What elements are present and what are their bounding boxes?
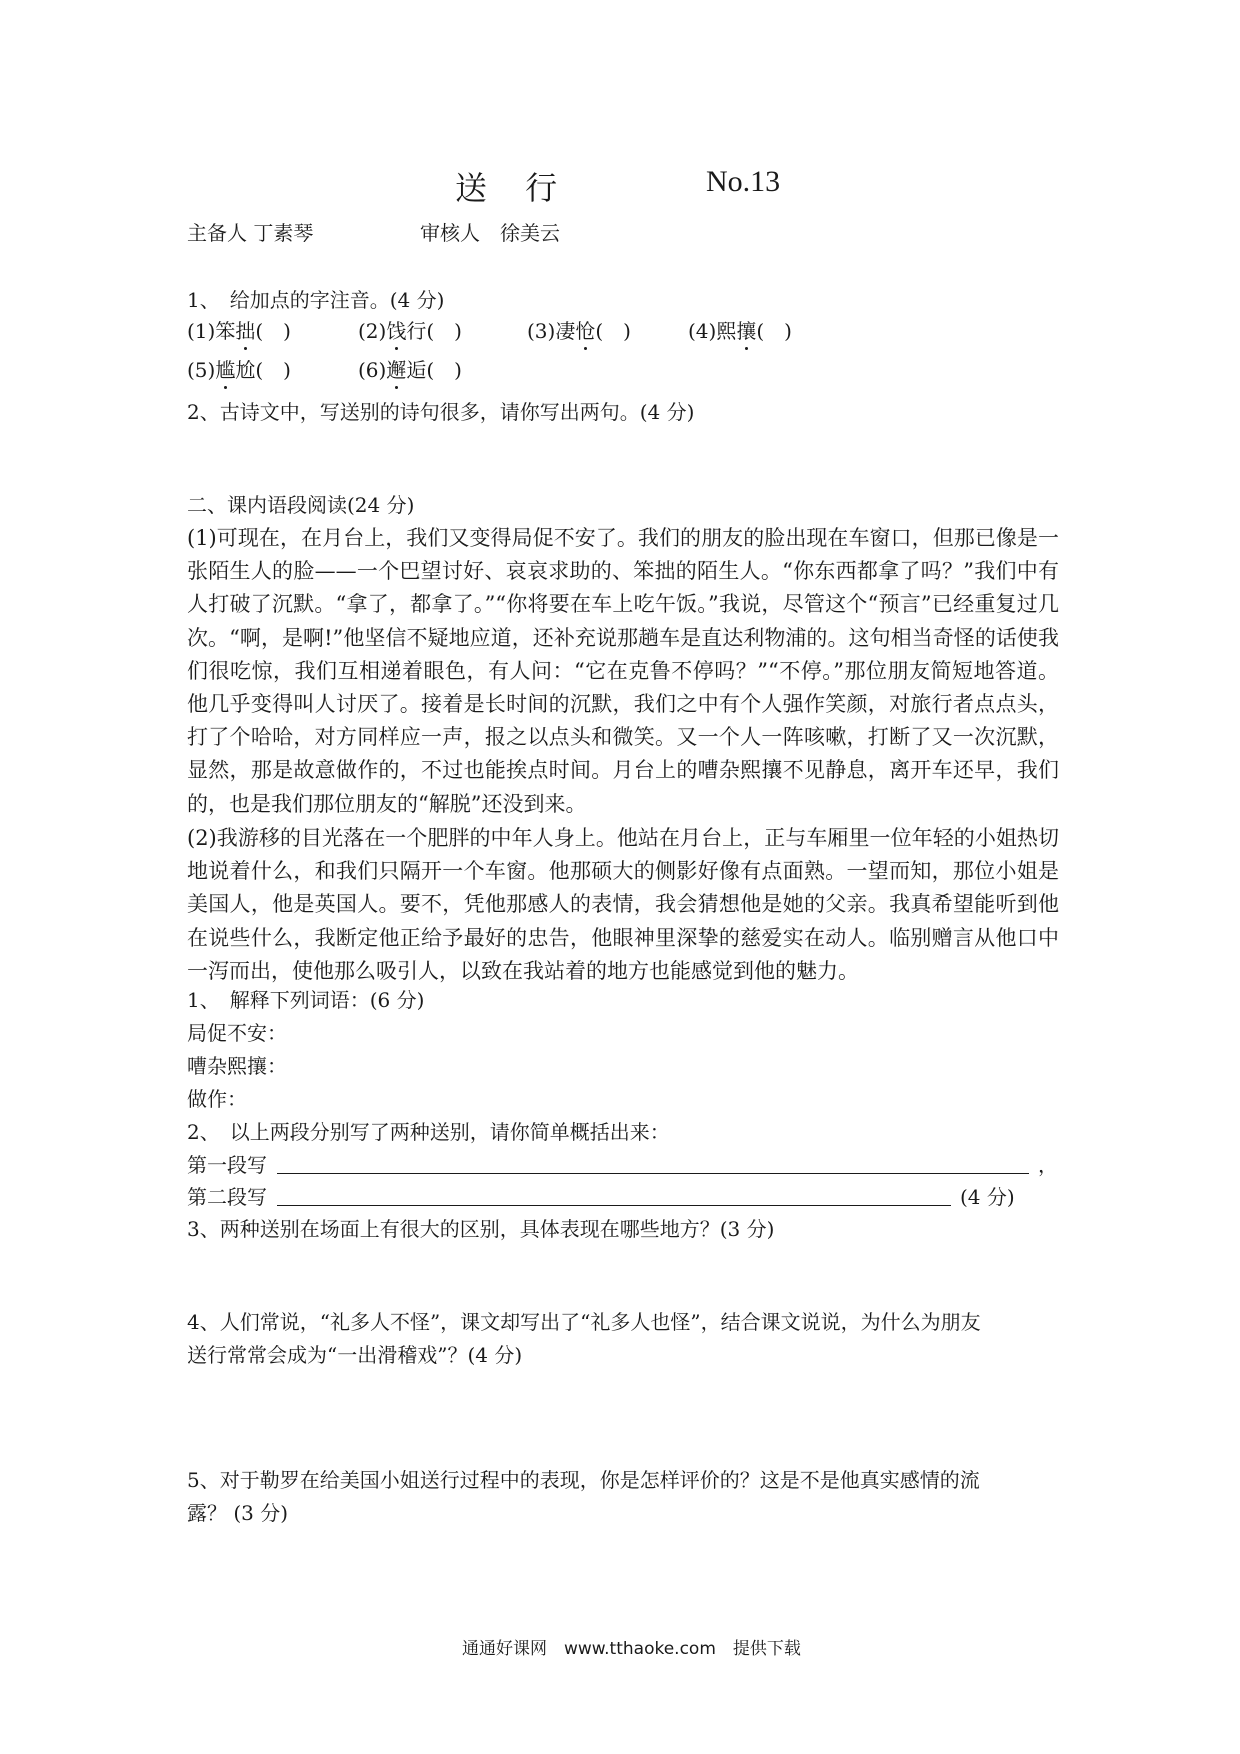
q1-item: (4)熙攘( ) (688, 316, 792, 346)
question-4-line-2: 送行常常会成为“一出滑稽戏”？(4 分) (187, 1343, 523, 1367)
q1-item: (3)凄怆( ) (527, 316, 631, 346)
q2: 2、古诗文中，写送别的诗句很多，请你写出两句。(4 分) (187, 400, 695, 424)
preparer: 主备人 丁素琴 (187, 221, 314, 245)
term-1: 局促不安： (187, 1021, 287, 1045)
question-2: 2、 以上两段分别写了两种送别，请你简单概括出来： (187, 1120, 670, 1144)
term-2: 嘈杂熙攘： (187, 1054, 287, 1078)
reviewer: 审核人 徐美云 (420, 221, 560, 245)
question-1: 1、 解释下列词语：(6 分) (187, 988, 425, 1012)
footer: 通通好课网 www.tthaoke.com 提供下载 (462, 1639, 801, 1659)
q1-item: (6)邂逅( ) (358, 355, 462, 385)
q1-item: (5)尴尬( ) (187, 355, 291, 385)
answer-2-label: 第二段写 (187, 1185, 267, 1209)
section-heading: 二、课内语段阅读(24 分) (187, 493, 415, 517)
question-5-line-2: 露？ (3 分) (187, 1501, 289, 1525)
answer-2-line[interactable] (277, 1205, 951, 1206)
lesson-number: No.13 (706, 165, 781, 198)
reading-paragraph-1: (1)可现在，在月台上，我们又变得局促不安了。我们的朋友的脸出现在车窗口，但那已像是一张陌生人的脸——一个巴望讨好、哀哀求助的、笨拙的陌生人。“你东西都拿了吗？”我们中有人打破了沉默。“拿了，都拿了。”“你将要在车上吃午饭。”我说，尽管这个“预言”已经重复过几次。“啊，是啊!”他坚信不疑地应道，还补充说那趟车是直达利物浦的。这句相当奇怪的话使我们很吃惊，我们互相递着眼色，有人问：“它在克鲁不停吗？”“不停。”那位朋友简短地答道。他几乎变得叫人讨厌了。接着是长时间的沉默，我们之中有个人强作笑颜，对旅行者点点头，打了个哈哈，对方同样应一声，报之以点头和微笑。又一个人一阵咳嗽，打断了又一次沉默，显然，那是故意做作的，不过也能挨点时间。月台上的嘈杂熙攘不见静息，离开车还早，我们的，也是我们那位朋友的“解脱”还没到来。 (187, 526, 1059, 816)
question-5-line-1: 5、对于勒罗在给美国小姐送行过程中的表现，你是怎样评价的？这是不是他真实感情的流 (187, 1468, 980, 1492)
answer-1-line[interactable] (277, 1173, 1029, 1174)
question-3: 3、两种送别在场面上有很大的区别，具体表现在哪些地方？(3 分) (187, 1217, 775, 1241)
q1-item: (1)笨拙( ) (187, 316, 291, 346)
answer-2-end: (4 分) (960, 1185, 1015, 1209)
reading-paragraph-2: (2)我游移的目光落在一个肥胖的中年人身上。他站在月台上，正与车厢里一位年轻的小姐热切地说着什么，和我们只隔开一个车窗。他那硕大的侧影好像有点面熟。一望而知，那位小姐是美国人，他是英国人。要不，凭他那感人的表情，我会猜想他是她的父亲。我真希望能听到他在说些什么，我断定他正给予最好的忠告，他眼神里深挚的慈爱实在动人。临别赠言从他口中一泻而出，使他那么吸引人，以致在我站着的地方也能感觉到他的魅力。 (187, 826, 1059, 983)
question-4-line-1: 4、人们常说，“礼多人不怪”，课文却写出了“礼多人也怪”，结合课文说说，为什么为朋友 (187, 1310, 981, 1334)
page-title: 送 行 (455, 169, 572, 207)
q1-item: (2)饯行( ) (358, 316, 462, 346)
q1-title: 1、 给加点的字注音。(4 分) (187, 288, 445, 312)
answer-1-label: 第一段写 (187, 1153, 267, 1177)
answer-1-end: ， (1038, 1153, 1058, 1177)
term-3: 做作： (187, 1087, 247, 1111)
